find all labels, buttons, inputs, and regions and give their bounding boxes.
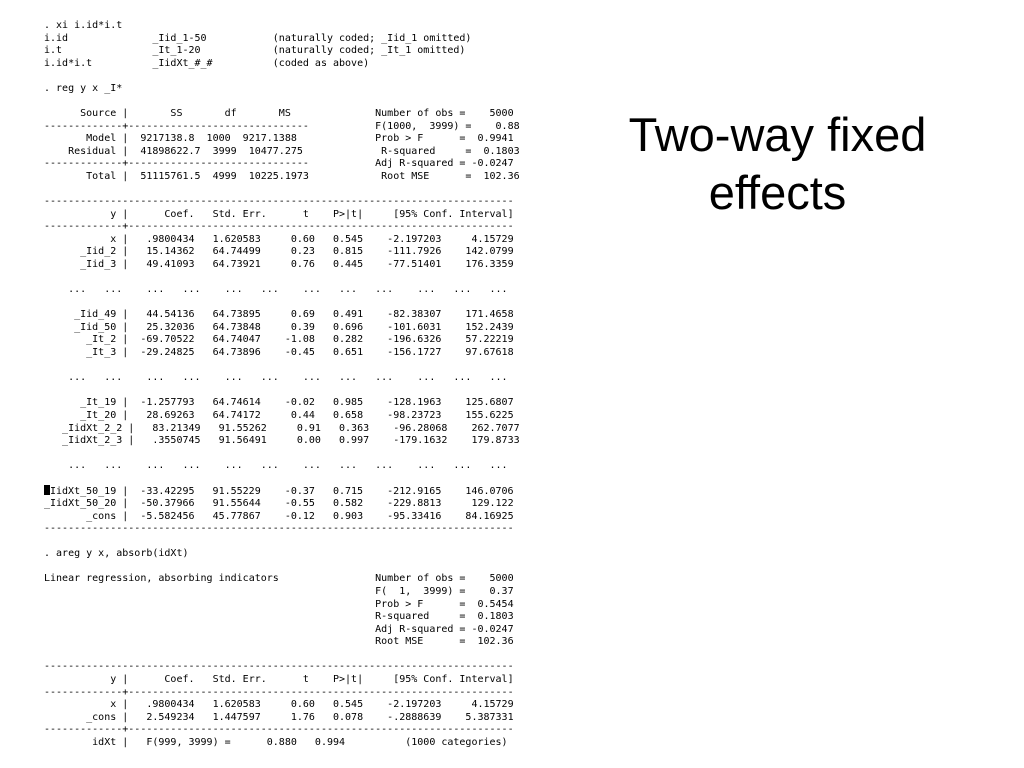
output-line [44,448,584,461]
output-line: _Iid_2 | 15.14362 64.74499 0.23 0.815 -111.7926 142.0799 [44,246,514,258]
output-line: Residual | 41898622.7 3999 10477.275 R-squared = 0.1803 [44,145,520,157]
output-line: x | .9800434 1.620583 0.60 0.545 -2.197203 4.15729 [44,233,514,245]
output-line: _Iid_49 | 44.54136 64.73895 0.69 0.491 -82.38307 171.4658 [44,309,514,321]
output-line: i.id _Iid_1-50 (naturally coded; _Iid_1 omitted) [44,32,472,44]
output-line [44,485,584,498]
output-line: -------------+------------------------------ F(1000, 3999) = 0.88 [44,120,520,132]
output-line [44,473,584,486]
output-line: _Iid_3 | 49.41093 64.73921 0.76 0.445 -77.51401 176.3359 [44,258,514,270]
output-line: Adj R-squared = -0.0247 [44,623,514,635]
output-line: F( 1, 3999) = 0.37 [44,586,514,598]
output-line [44,385,584,398]
output-line: y | Coef. Std. Err. t P>|t| [95% Conf. Interval] [44,208,514,220]
output-line: Model | 9217138.8 1000 9217.1388 Prob > F = 0.9941 [44,133,514,145]
output-line: _cons | -5.582456 45.77867 -0.12 0.903 -95.33416 84.16925 [44,510,514,522]
output-line: _IidXt_50_20 | -50.37966 91.55644 -0.55 0.582 -229.8813 129.122 [44,497,514,509]
output-line: _IidXt_2_2 | 83.21349 91.55262 0.91 0.363 -96.28068 262.7077 [44,422,520,434]
output-line: Source | SS df MS Number of obs = 5000 [44,108,514,120]
output-line [44,536,584,549]
output-line: . reg y x _I* [44,82,123,94]
output-line: _cons | 2.549234 1.447597 1.76 0.078 -.2888639 5.387331 [44,711,514,723]
slide-title-line-2: effects [708,166,847,219]
output-line [44,272,584,285]
output-line: Root MSE = 102.36 [44,636,514,648]
slide-title [585,106,970,222]
output-line: Prob > F = 0.5454 [44,598,514,610]
output-line: . xi i.id*i.t [44,20,123,31]
output-line: -------------+---------------------------------------------------------------- [44,724,514,736]
output-line [44,649,584,662]
output-line: i.id*i.t _IidXt_#_# (coded as above) [44,57,370,69]
output-line: i.t _It_1-20 (naturally coded; _It_1 omitted) [44,45,466,57]
output-line: idXt | F(999, 3999) = 0.880 0.994 (1000 categories) [44,736,508,748]
output-line [44,360,584,373]
output-line: -------------+---------------------------------------------------------------- [44,221,514,233]
output-line [44,95,584,108]
output-line: ------------------------------------------------------------------------------ [44,661,514,673]
output-line [44,70,584,83]
output-line: R-squared = 0.1803 [44,611,514,623]
stata-output [44,20,584,750]
output-line: y | Coef. Std. Err. t P>|t| [95% Conf. Interval] [44,674,514,686]
output-line: x | .9800434 1.620583 0.60 0.545 -2.197203 4.15729 [44,699,514,711]
output-line: ... ... ... ... ... ... ... ... ... ... ... ... [44,284,508,296]
output-line: _It_2 | -69.70522 64.74047 -1.08 0.282 -196.6326 57.22219 [44,334,514,346]
slide-title-line-1: Two-way fixed [628,108,927,161]
output-line: -------------+------------------------------ Adj R-squared = -0.0247 [44,158,514,170]
output-line: ... ... ... ... ... ... ... ... ... ... ... ... [44,460,508,472]
output-line: ------------------------------------------------------------------------------ [44,196,514,208]
output-line: Linear regression, absorbing indicators Number of obs = 5000 [44,573,514,585]
output-line: . areg y x, absorb(idXt) [44,548,189,560]
output-line: _IidXt_2_3 | .3550745 91.56491 0.00 0.997 -179.1632 179.8733 [44,435,520,447]
output-line [44,561,584,574]
output-line: _It_19 | -1.257793 64.74614 -0.02 0.985 -128.1963 125.6807 [44,397,514,409]
output-line: _It_3 | -29.24825 64.73896 -0.45 0.651 -156.1727 97.67618 [44,347,514,359]
output-line: -------------+---------------------------------------------------------------- [44,686,514,698]
output-line: Total | 51115761.5 4999 10225.1973 Root MSE = 102.36 [44,170,520,182]
output-line-text: IidXt_50_19 | -33.42295 91.55229 -0.37 0.715 -212.9165 146.0706 [50,486,514,498]
output-line: _Iid_50 | 25.32036 64.73848 0.39 0.696 -101.6031 152.2439 [44,321,514,333]
output-line: ------------------------------------------------------------------------------ [44,523,514,535]
output-line: _It_20 | 28.69263 64.74172 0.44 0.658 -98.23723 155.6225 [44,409,514,421]
output-line: ... ... ... ... ... ... ... ... ... ... ... ... [44,372,508,384]
output-line [44,184,584,197]
output-line [44,297,584,310]
